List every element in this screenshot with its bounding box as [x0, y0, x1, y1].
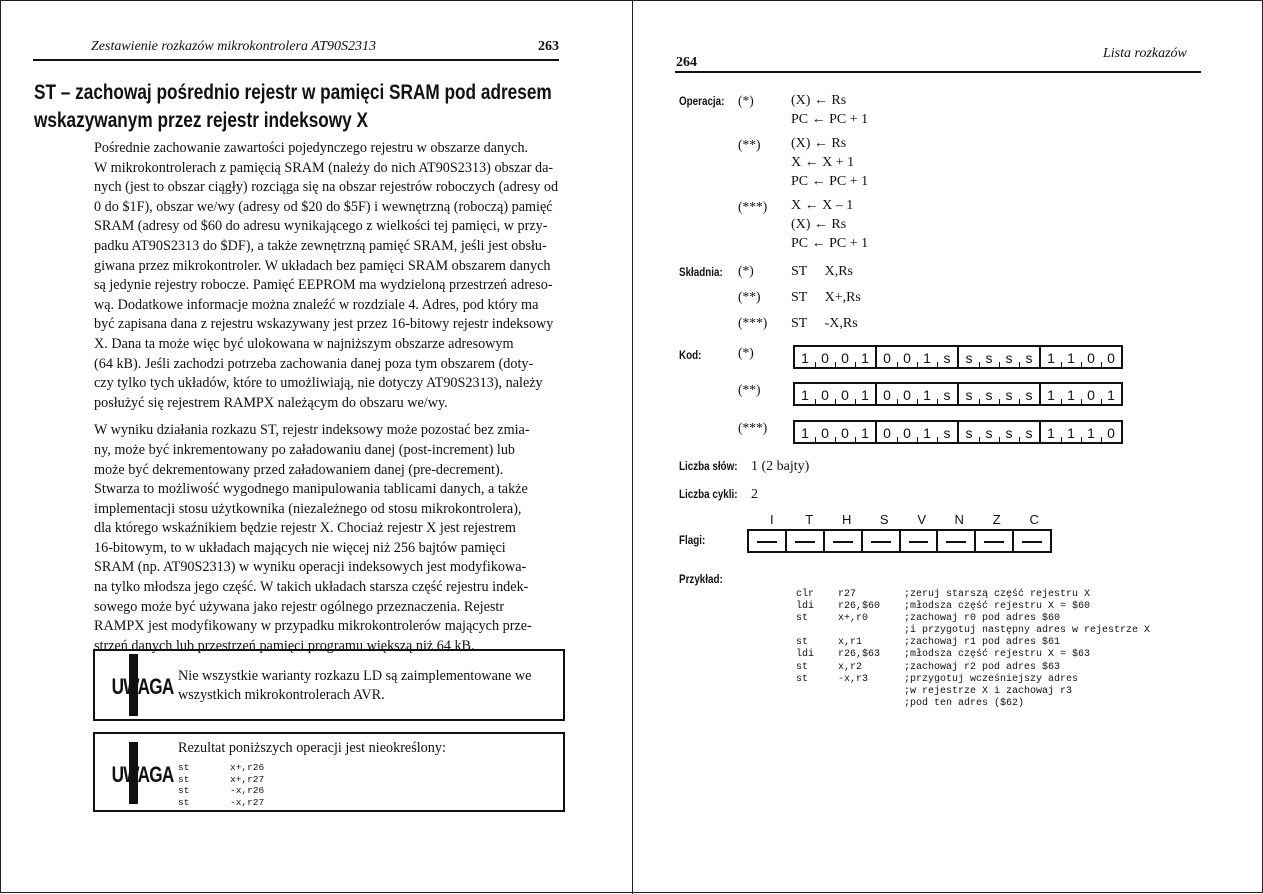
example-args: x,r1	[838, 637, 863, 649]
example-mnemonic	[796, 686, 838, 698]
left-header-rule	[33, 59, 559, 61]
op-mark: (***)	[738, 199, 768, 214]
opcode-nibble	[1041, 347, 1121, 367]
code-args: x+,r27	[230, 773, 265, 785]
opcode-bit: 0	[1101, 422, 1121, 442]
note-box-2	[93, 732, 565, 812]
paragraph-line: Pośrednie zachowanie zawartości pojedynczego rejestru w obszarze danych.	[94, 140, 529, 156]
opcode-bit: 1	[855, 384, 875, 404]
code-mnemonic: st	[178, 773, 190, 785]
code-row	[178, 762, 264, 774]
example-comment: ;zachowaj r0 pod adres $60	[904, 613, 1061, 625]
paragraph-line: być zapisana dana z rejestru wskazywany jest przez 16-bitowy rejestr indeksowy	[94, 316, 554, 333]
opcode-nibble	[877, 422, 959, 442]
warning-sign-icon	[105, 654, 174, 716]
warning-sign-icon	[105, 742, 174, 804]
opcode-bit: 0	[883, 425, 891, 441]
example-row	[796, 686, 1150, 698]
flag-cell	[938, 531, 976, 551]
paragraph-line: czy tylko tych układów, które to umożliwiają, nie dotyczy AT90S2313), należy	[94, 375, 543, 392]
example-row	[796, 637, 1150, 649]
label-operacja: Operacja:	[679, 94, 725, 108]
example-comment: ;i przygotuj następny adres w rejestrze X	[904, 625, 1151, 637]
paragraph-line: wą. Dodatkowe informacje można znaleźć w rozdziale 4. Adres, pod który ma	[94, 296, 539, 313]
opcode-nibble	[959, 384, 1041, 404]
opcode-box	[793, 420, 1123, 444]
example-row	[796, 649, 1150, 661]
flag-name: I	[769, 512, 774, 527]
code-args: -x,r26	[230, 785, 265, 797]
flag-cell	[863, 531, 901, 551]
note-1-line: Nie wszystkie warianty rozkazu LD są zaimplementowane we	[178, 668, 532, 684]
opcode-bit: 0	[815, 384, 835, 404]
section-title-line: ST – zachowaj pośrednio rejestr w pamięci SRAM pod adresem	[34, 81, 552, 104]
op-lines-3	[791, 196, 868, 253]
op-line: PC ← PC + 1	[791, 112, 869, 127]
flag-cell	[901, 531, 939, 551]
flag-names	[753, 512, 1053, 527]
flag-cell	[1014, 531, 1050, 551]
example-row	[796, 674, 1150, 686]
opcode-bit: 1	[917, 422, 937, 442]
example-mnemonic: clr	[796, 589, 815, 600]
paragraph-line: Stwarza to możliwość wygodnego manipulowania tablicami danych, a także	[94, 481, 528, 498]
paragraph-line: X. Dana ta może więc być ulokowana w najniższym obszarze adresowym	[94, 335, 514, 352]
words-value: 1 (2 bajty)	[751, 459, 810, 474]
opcode-bit: s	[937, 347, 957, 367]
opcode-bit: 1	[855, 422, 875, 442]
example-comment: ;zachowaj r1 pod adres $61	[904, 637, 1061, 649]
syntax-mark: (*)	[738, 263, 754, 278]
example-row	[796, 613, 1150, 625]
left-page-number: 263	[538, 39, 559, 54]
example-mnemonic: st	[796, 673, 809, 685]
paragraph-2	[94, 421, 560, 656]
label-flagi: Flagi:	[679, 533, 706, 547]
example-comment: ;w rejestrze X i zachowaj r3	[904, 685, 1073, 697]
op-line: X ← X + 1	[791, 155, 855, 170]
flag-cell	[749, 531, 787, 551]
opcode-bit: s	[979, 384, 999, 404]
paragraph-line: (64 kB). Jeśli zachodzi potrzeba zachowania danej poza tym obszarem (doty-	[94, 355, 534, 372]
op-line: PC ← PC + 1	[791, 174, 869, 189]
opcode-bit: s	[999, 384, 1019, 404]
code-mark: (***)	[738, 420, 768, 435]
example-comment: ;młodsza część rejestru X = $63	[904, 649, 1091, 661]
code-mnemonic: st	[178, 796, 190, 808]
opcode-bit: 0	[1081, 384, 1101, 404]
example-mnemonic: st	[796, 661, 809, 673]
example-args	[838, 625, 904, 637]
opcode-bit: 0	[835, 422, 855, 442]
opcode-bit: s	[1019, 384, 1039, 404]
example-mnemonic: st	[796, 637, 809, 649]
example-mnemonic	[796, 625, 838, 637]
opcode-nibble	[959, 422, 1041, 442]
example-args: x+,r0	[838, 613, 869, 625]
opcode-bit: 1	[1061, 347, 1081, 367]
syntax-line: ST -X,Rs	[791, 316, 858, 331]
paragraph-line: strzeń danych lub przestrzeń pamięci programu większą niż 64 kB.	[94, 637, 475, 654]
syntax-line: ST X,Rs	[791, 264, 853, 279]
left-running-header	[91, 39, 559, 55]
paragraph-line: W wyniku działania rozkazu ST, rejestr indeksowy może pozostać bez zmia-	[94, 422, 530, 439]
label-liczba-slow: Liczba słów:	[679, 459, 738, 473]
opcode-bit: 1	[801, 425, 809, 441]
paragraph-line: może być dekrementowany przed załadowaniem danej (pre-decrement).	[94, 461, 504, 478]
flag-name: S	[879, 512, 889, 527]
paragraph-line: ny, może być inkrementowany po załadowaniu danej (post-increment) lub	[94, 441, 516, 458]
syntax-line: ST X+,Rs	[791, 290, 861, 305]
code-args: -x,r27	[230, 796, 265, 808]
op-line: PC ← PC + 1	[791, 236, 869, 251]
flag-name: Z	[992, 512, 1001, 527]
paragraph-1	[94, 139, 560, 413]
note-2-title: Rezultat poniższych operacji jest nieokreślony:	[178, 740, 446, 756]
opcode-bit: 1	[1061, 384, 1081, 404]
label-liczba-cykli: Liczba cykli:	[679, 487, 738, 501]
opcode-bit: s	[965, 387, 973, 403]
opcode-bit: 0	[835, 347, 855, 367]
body-text	[94, 139, 560, 656]
opcode-nibble	[795, 347, 877, 367]
flag-name: H	[842, 512, 852, 527]
example-comment: ;pod ten adres ($62)	[904, 697, 1025, 709]
example-row	[796, 625, 1150, 637]
opcode-nibble	[877, 347, 959, 367]
note-1-line: wszystkich mikrokontrolerach AVR.	[178, 687, 385, 703]
opcode-bit: 1	[1081, 422, 1101, 442]
flag-name: V	[917, 512, 927, 527]
note-2-code	[178, 762, 264, 808]
example-args: -x,r3	[838, 673, 869, 685]
right-header-title: Lista rozkazów	[1103, 46, 1187, 61]
opcode-bit: 0	[897, 422, 917, 442]
example-mnemonic: ldi	[796, 649, 815, 661]
section-title	[34, 79, 554, 135]
opcode-bit: s	[999, 347, 1019, 367]
paragraph-line: dla którego wskaźnikiem będzie rejestr X. Chociaż rejestr X jest rejestrem	[94, 520, 516, 537]
op-mark: (*)	[738, 93, 754, 108]
right-page	[633, 1, 1263, 894]
op-line: (X) ← Rs	[791, 136, 847, 151]
opcode-nibble	[959, 347, 1041, 367]
paragraph-line: posłużyć się rejestrem RAMPX należącym do obszaru we/wy.	[94, 394, 448, 411]
op-mark: (**)	[738, 137, 761, 152]
opcode-nibble	[1041, 422, 1121, 442]
syntax-mark: (***)	[738, 315, 768, 330]
example-args	[838, 686, 904, 698]
example-mnemonic: st	[796, 613, 809, 625]
opcode-bit: 0	[1081, 347, 1101, 367]
example-mnemonic	[796, 698, 838, 710]
opcode-bit: 0	[835, 384, 855, 404]
flag-cell	[976, 531, 1014, 551]
example-row	[796, 698, 1150, 710]
opcode-bit: 1	[1047, 350, 1055, 366]
opcode-bit: s	[965, 425, 973, 441]
code-mnemonic: st	[178, 785, 190, 797]
opcode-nibble	[877, 384, 959, 404]
opcode-bit: s	[979, 347, 999, 367]
opcode-bit: 1	[855, 347, 875, 367]
paragraph-line: nych (jest to obszar ciągły) rozciąga się na obszar rejestrów roboczych (adresy od	[94, 179, 559, 196]
paragraph-line: SRAM (np. AT90S2313) w wyniku operacji indeksowych jest modyfikowa-	[94, 559, 527, 576]
syntax-mark: (**)	[738, 289, 761, 304]
op-line: X ← X – 1	[791, 198, 854, 213]
paragraph-line: padku AT90S2313 do $DF), a także zewnętrzną pamięć SRAM, jeśli jest obsłu-	[94, 237, 547, 254]
example-row	[796, 589, 1150, 601]
opcode-box	[793, 345, 1123, 369]
paragraph-line: RAMPX jest modyfikowany w przypadku mikrokontrolerów mających prze-	[94, 618, 532, 635]
example-row	[796, 662, 1150, 674]
opcode-bit: s	[937, 384, 957, 404]
opcode-bit: 1	[1061, 422, 1081, 442]
paragraph-line: są jedynie rejestry robocze. Pamięć EEPROM ma wydzieloną przestrzeń adreso-	[94, 277, 553, 294]
code-mark: (**)	[738, 382, 761, 397]
opcode-bit: 1	[917, 384, 937, 404]
opcode-bit: 0	[815, 347, 835, 367]
flag-name: T	[805, 512, 814, 527]
example-comment: ;zeruj starszą część rejestru X	[904, 589, 1091, 600]
opcode-bit: s	[1019, 347, 1039, 367]
code-row	[178, 774, 264, 786]
flag-cell	[825, 531, 863, 551]
opcode-bit: 1	[801, 350, 809, 366]
example-args	[838, 698, 904, 710]
paragraph-line: sowego może być używana jako rejestr ogólnego przeznaczenia. Rejestr	[94, 598, 505, 615]
opcode-bit: 0	[897, 347, 917, 367]
code-mnemonic: st	[178, 762, 190, 773]
right-header-rule	[675, 71, 1201, 73]
opcode-bit: 1	[801, 387, 809, 403]
opcode-bit: 1	[917, 347, 937, 367]
opcode-bit: 0	[815, 422, 835, 442]
opcode-nibble	[1041, 384, 1121, 404]
example-args: r26,$63	[838, 649, 881, 661]
opcode-box	[793, 382, 1123, 406]
section-title-line: wskazywanym przez rejestr indeksowy X	[34, 109, 369, 132]
opcode-bit: s	[965, 350, 973, 366]
example-args: x,r2	[838, 661, 863, 673]
opcode-nibble	[795, 422, 877, 442]
example-args: r27	[838, 589, 857, 600]
example-mnemonic: ldi	[796, 601, 815, 613]
paragraph-line: 16-bitowym, to w układach mających nie więcej niż 256 bajtów pamięci	[94, 539, 506, 556]
example-comment: ;przygotuj wcześniejszy adres	[904, 673, 1079, 685]
paragraph-line: na tylko młodsza jego część. W takich układach starsza część rejestru indek-	[94, 579, 529, 596]
opcode-nibble	[795, 384, 877, 404]
example-row	[796, 601, 1150, 613]
opcode-bit: 1	[1047, 425, 1055, 441]
paragraph-line: giwana przez mikrokontroler. W układach bez pamięci SRAM obszarem danych	[94, 257, 551, 274]
paragraph-line: implementacji stosu użytkownika (niezależnego od stosu mikrokontrolera),	[94, 500, 522, 517]
opcode-bit: 1	[1047, 387, 1055, 403]
left-page	[1, 1, 632, 894]
paragraph-line: 0 do $1F), obszar we/wy (adresy od $20 do $5F) i wewnętrzną (roboczą) pamięć	[94, 198, 553, 215]
opcode-bit: 0	[1101, 347, 1121, 367]
flag-cell	[787, 531, 825, 551]
flag-name: N	[954, 512, 964, 527]
warning-logo-text: UWAGA	[111, 674, 174, 699]
op-lines-1	[791, 91, 868, 129]
code-args: x+,r26	[230, 762, 265, 773]
label-przyklad: Przykład:	[679, 572, 723, 586]
op-line: (X) ← Rs	[791, 93, 847, 108]
code-row	[178, 797, 264, 809]
cycles-value: 2	[751, 487, 758, 502]
paragraph-line: SRAM (adresy od $60 do adresu wynikającego z wielkości tej pamięci, w przy-	[94, 218, 548, 235]
words-row	[679, 459, 809, 475]
opcode-bit: s	[937, 422, 957, 442]
example-comment: ;młodsza część rejestru X = $60	[904, 601, 1091, 613]
opcode-bit: s	[1019, 422, 1039, 442]
example-comment: ;zachowaj r2 pod adres $63	[904, 661, 1061, 673]
cycles-row	[679, 487, 758, 503]
right-page-number: 264	[676, 55, 697, 70]
left-header-title: Zestawienie rozkazów mikrokontrolera AT90S2313	[91, 39, 377, 54]
op-lines-2	[791, 134, 868, 191]
paragraph-line: W mikrokontrolerach z pamięcią SRAM (należy do nich AT90S2313) obszar da-	[94, 159, 554, 176]
note-box-1	[93, 649, 565, 721]
opcode-bit: 1	[1101, 384, 1121, 404]
example-args: r26,$60	[838, 601, 881, 613]
opcode-bit: s	[979, 422, 999, 442]
code-row	[178, 785, 264, 797]
example-code	[796, 589, 1150, 710]
opcode-bit: 0	[897, 384, 917, 404]
code-mark: (*)	[738, 345, 754, 360]
label-skladnia: Składnia:	[679, 265, 723, 279]
opcode-bit: 0	[883, 387, 891, 403]
label-kod: Kod:	[679, 348, 702, 362]
op-line: (X) ← Rs	[791, 217, 847, 232]
opcode-bit: s	[999, 422, 1019, 442]
flag-register	[747, 529, 1052, 553]
note-1-text	[178, 667, 558, 705]
opcode-bit: 0	[883, 350, 891, 366]
warning-logo-text: UWAGA	[111, 762, 174, 787]
flag-name: C	[1029, 512, 1039, 527]
